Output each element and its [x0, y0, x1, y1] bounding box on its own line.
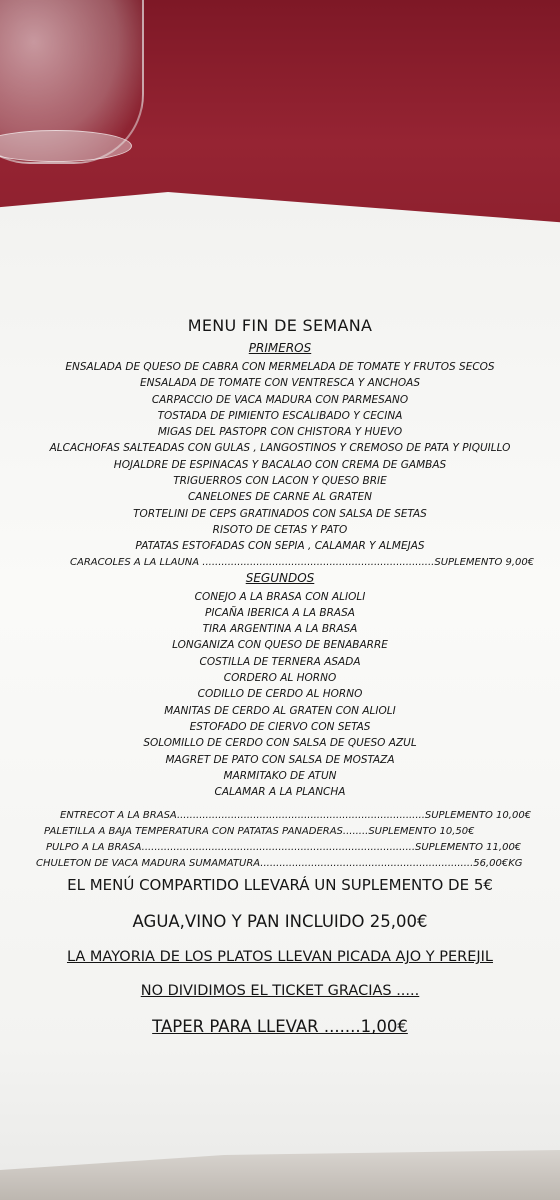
supplement-line: CARACOLES A LA LLAUNA .........................................................................SUPLEMENTO 9,00€: [70, 556, 535, 568]
list-item: CALAMAR A LA PLANCHA: [214, 786, 346, 799]
list-item: ALCACHOFAS SALTEADAS CON GULAS , LANGOSTINOS Y CREMOSO DE PATA Y PIQUILLO: [49, 442, 511, 455]
list-item: PATATAS ESTOFADAS CON SEPIA , CALAMAR Y ALMEJAS: [135, 540, 425, 553]
list-item: TOSTADA DE PIMIENTO ESCALIBADO Y CECINA: [157, 409, 403, 422]
list-item: MAGRET DE PATO CON SALSA DE MOSTAZA: [165, 753, 395, 766]
list-item: SOLOMILLO DE CERDO CON SALSA DE QUESO AZUL: [143, 737, 417, 750]
list-item: TIRA ARGENTINA A LA BRASA: [202, 623, 358, 636]
list-item: LONGANIZA CON QUESO DE BENABARRE: [172, 639, 388, 652]
list-item: ESTOFADO DE CIERVO CON SETAS: [189, 720, 371, 733]
segundos-list: [0, 589, 560, 801]
menu-title: MENU FIN DE SEMANA: [187, 316, 373, 335]
list-item: RISOTO DE CETAS Y PATO: [212, 523, 348, 536]
takeaway-note: TAPER PARA LLEVAR .......1,00€: [152, 1017, 408, 1037]
list-item: CODILLO DE CERDO AL HORNO: [197, 688, 363, 701]
garlic-parsley-note: LA MAYORIA DE LOS PLATOS LLEVAN PICADA AJO Y PEREJIL: [66, 949, 493, 966]
list-item: CONEJO A LA BRASA CON ALIOLI: [194, 590, 366, 603]
list-item: ENSALADA DE TOMATE CON VENTRESCA Y ANCHOAS: [139, 377, 421, 390]
list-item: ENSALADA DE QUESO DE CABRA CON MERMELADA DE TOMATE Y FRUTOS SECOS: [65, 361, 495, 373]
list-item: TORTELINI DE CEPS GRATINADOS CON SALSA DE SETAS: [133, 507, 427, 520]
primeros-list: [0, 359, 560, 571]
segundos-heading: SEGUNDOS: [245, 570, 315, 585]
list-item: PICAÑA IBERICA A LA BRASA: [205, 606, 355, 619]
list-item: CANELONES DE CARNE AL GRATEN: [187, 491, 373, 504]
menu-content: [0, 310, 560, 1036]
list-item: COSTILLA DE TERNERA ASADA: [199, 655, 361, 668]
list-item: TRIGUERROS CON LACON Y QUESO BRIE: [173, 475, 387, 488]
supplement-line: PALETILLA A BAJA TEMPERATURA CON PATATAS PANADERAS........SUPLEMENTO 10,50€: [44, 826, 475, 838]
supplement-line: CHULETON DE VACA MADURA SUMAMATURA...................................................................56,00€KG: [36, 858, 523, 870]
list-item: HOJALDRE DE ESPINACAS Y BACALAO CON CREMA DE GAMBAS: [113, 458, 447, 471]
list-item: MIGAS DEL PASTOPR CON CHISTORA Y HUEVO: [157, 426, 403, 439]
list-item: CARPACCIO DE VACA MADURA CON PARMESANO: [151, 393, 409, 406]
supplement-line: PULPO A LA BRASA......................................................................................SUPLEMENTO 11,00€: [46, 842, 522, 854]
supplement-line: ENTRECOT A LA BRASA..............................................................................SUPLEMENTO 10,00€: [60, 810, 532, 822]
list-item: CORDERO AL HORNO: [223, 672, 337, 685]
shared-menu-note: EL MENÚ COMPARTIDO LLEVARÁ UN SUPLEMENTO DE 5€: [67, 876, 493, 895]
primeros-heading: PRIMEROS: [248, 341, 312, 355]
list-item: MARMITAKO DE ATUN: [223, 769, 337, 782]
segundos-supplements: [0, 808, 560, 872]
ticket-note: NO DIVIDIMOS EL TICKET GRACIAS .....: [140, 983, 420, 1000]
price-note: AGUA,VINO Y PAN INCLUIDO 25,00€: [132, 912, 428, 932]
list-item: MANITAS DE CERDO AL GRATEN CON ALIOLI: [164, 704, 396, 717]
